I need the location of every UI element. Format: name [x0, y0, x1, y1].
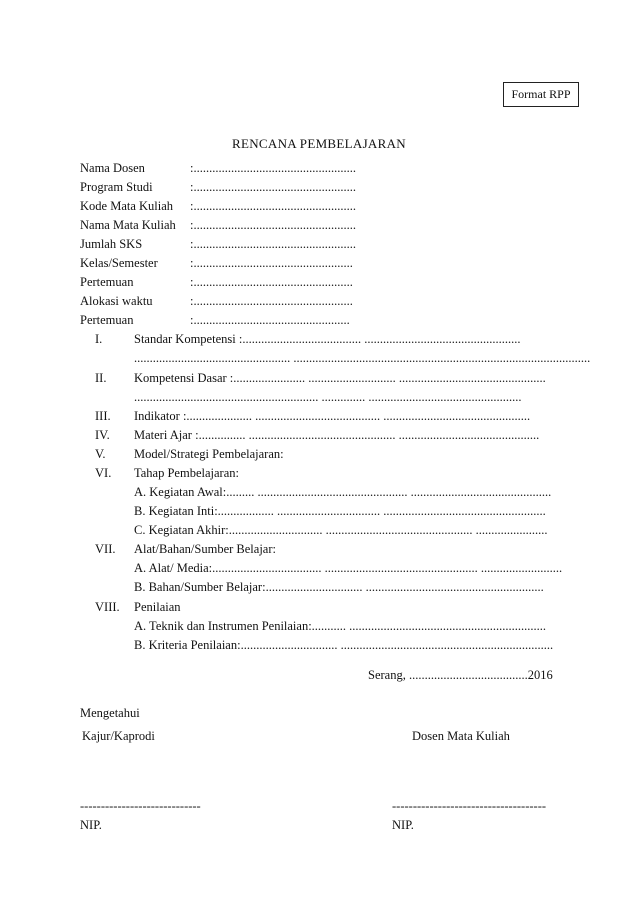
- identity-value-kelas-semester: :...................................................: [190, 256, 353, 270]
- identity-label-nama-mata-kuliah: Nama Mata Kuliah: [80, 218, 176, 232]
- section-indikator: Indikator :..................... ........................................ ...............................................: [134, 409, 531, 423]
- subitem-teknik-instrumen: A. Teknik dan Instrumen Penilaian:........... ...............................................................: [134, 619, 547, 633]
- right-signer-title: Dosen Mata Kuliah: [412, 729, 510, 743]
- section-kompetensi-dasar: Kompetensi Dasar :....................... ............................ ...............................................: [134, 371, 546, 385]
- format-rpp-box: [503, 82, 579, 107]
- section-number-1: I.: [95, 332, 103, 346]
- identity-label-program-studi: Program Studi: [80, 180, 153, 194]
- identity-value-nama-dosen: :....................................................: [190, 161, 356, 175]
- subitem-kegiatan-akhir: C. Kegiatan Akhir:.............................. ............................................... .......................: [134, 523, 548, 537]
- section-number-7: VII.: [95, 542, 116, 556]
- left-nip-label: NIP.: [80, 818, 102, 832]
- right-nip-label: NIP.: [392, 818, 414, 832]
- section-penilaian: Penilaian: [134, 600, 181, 614]
- identity-label-kode-mata-kuliah: Kode Mata Kuliah: [80, 199, 174, 213]
- section-tahap-pembelajaran: Tahap Pembelajaran:: [134, 466, 239, 480]
- identity-label-alokasi-waktu: Alokasi waktu: [80, 294, 153, 308]
- identity-value-pertemuan: :...................................................: [190, 275, 353, 289]
- right-signature-line: -------------------------------------: [392, 799, 547, 813]
- section-number-8: VIII.: [95, 600, 120, 614]
- section-number-2: II.: [95, 371, 107, 385]
- identity-value-alokasi-waktu: :...................................................: [190, 294, 353, 308]
- identity-value-jumlah-sks: :....................................................: [190, 237, 356, 251]
- section-standar-kompetensi: Standar Kompetensi :...................................... ..................................................: [134, 332, 521, 346]
- section-standar-kompetensi-continuation: .................................................. ...............................................................................................: [134, 351, 591, 365]
- section-number-5: V.: [95, 447, 106, 461]
- left-signer-title: Kajur/Kaprodi: [82, 729, 155, 743]
- subitem-kegiatan-awal: A. Kegiatan Awal:......... ................................................ .............................................: [134, 485, 552, 499]
- identity-label-pertemuan: Pertemuan: [80, 275, 134, 289]
- identity-label-pertemuan-2: Pertemuan: [80, 313, 134, 327]
- identity-label-jumlah-sks: Jumlah SKS: [80, 237, 143, 251]
- subitem-bahan-sumber-belajar: B. Bahan/Sumber Belajar:............................... .........................................................: [134, 580, 544, 594]
- subitem-kegiatan-inti: B. Kegiatan Inti:.................. ................................. ....................................................: [134, 504, 546, 518]
- identity-label-kelas-semester: Kelas/Semester: [80, 256, 158, 270]
- identity-value-kode-mata-kuliah: :....................................................: [190, 199, 356, 213]
- section-model-strategi: Model/Strategi Pembelajaran:: [134, 447, 284, 461]
- format-rpp-label: Format RPP: [511, 87, 571, 101]
- section-kompetensi-dasar-continuation: ........................................................... .............. .................................................: [134, 390, 522, 404]
- place-date: Serang, ......................................2016: [368, 668, 553, 682]
- subitem-alat-media: A. Alat/ Media:................................... ................................................. ..........................: [134, 561, 563, 575]
- section-alat-bahan-sumber: Alat/Bahan/Sumber Belajar:: [134, 542, 276, 556]
- identity-value-pertemuan-2: :..................................................: [190, 313, 350, 327]
- subitem-kriteria-penilaian: B. Kriteria Penilaian:............................... ....................................................................: [134, 638, 554, 652]
- document-title: RENCANA PEMBELAJARAN: [232, 136, 406, 151]
- left-signature-line: -----------------------------: [80, 799, 201, 813]
- section-materi-ajar: Materi Ajar :............... ............................................... .............................................: [134, 428, 540, 442]
- section-number-4: IV.: [95, 428, 110, 442]
- section-number-3: III.: [95, 409, 111, 423]
- identity-value-nama-mata-kuliah: :....................................................: [190, 218, 356, 232]
- identity-value-program-studi: :....................................................: [190, 180, 356, 194]
- identity-label-nama-dosen: Nama Dosen: [80, 161, 145, 175]
- section-number-6: VI.: [95, 466, 112, 480]
- mengetahui-label: Mengetahui: [80, 706, 140, 720]
